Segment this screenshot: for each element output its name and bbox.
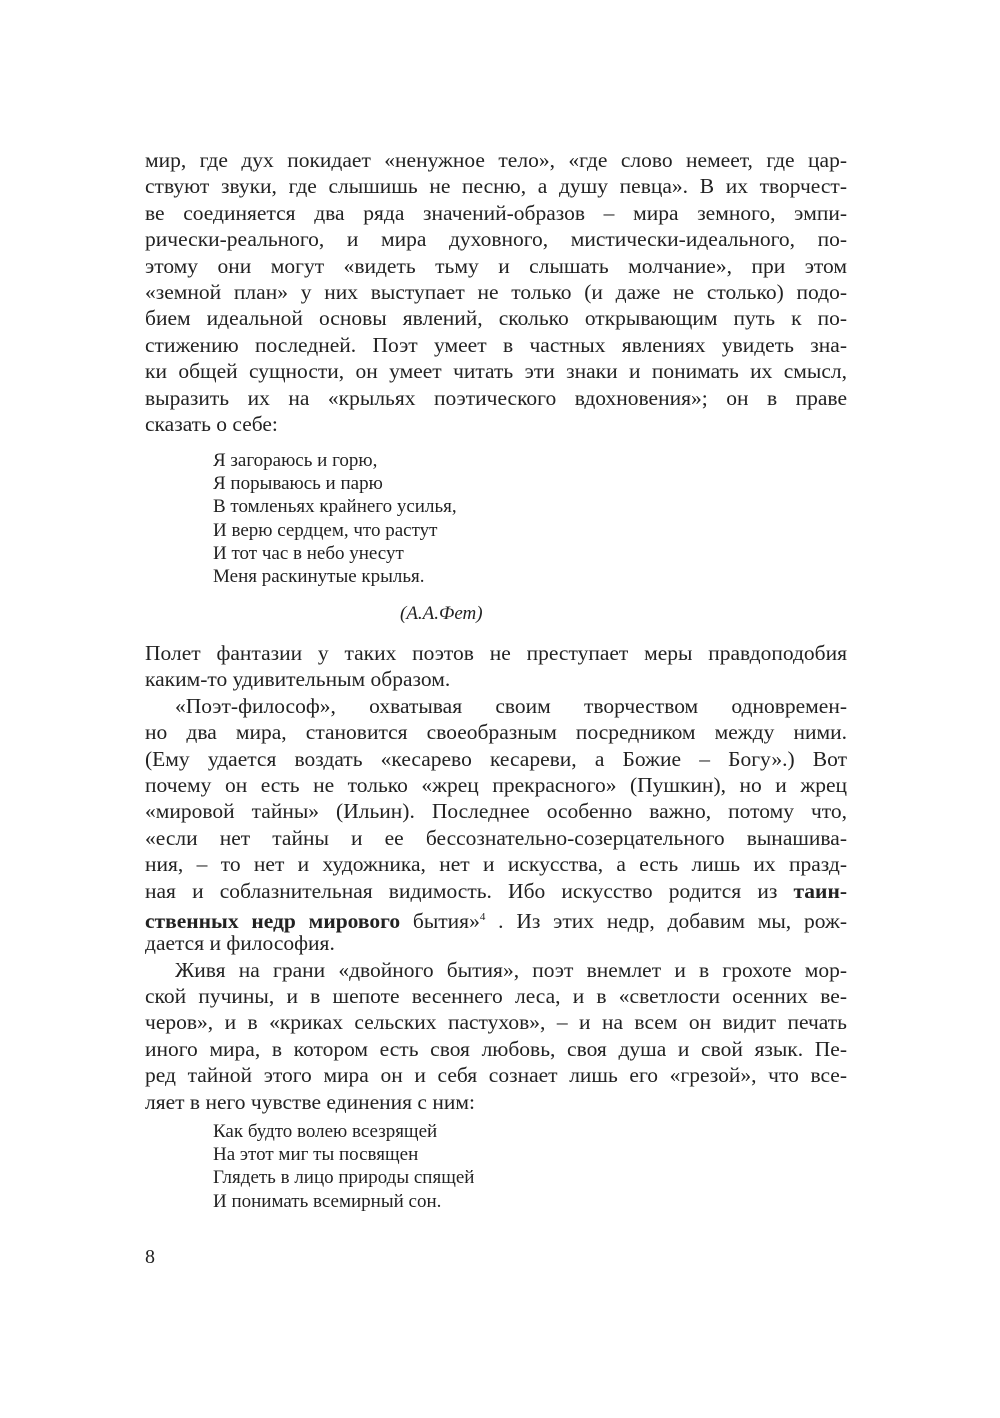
text-line: «мировой тайны» (Ильин). Последнее особенно важно, потому что, bbox=[145, 799, 847, 824]
text-line: Живя на грани «двойного бытия», поэт внемлет и в грохоте мор- bbox=[175, 957, 847, 982]
footnote-ref[interactable]: 4 bbox=[479, 910, 486, 923]
paragraph-2 bbox=[145, 640, 847, 1115]
bold-text: таин- bbox=[793, 878, 847, 903]
text-line: «Поэт-философ», охватывая своим творчеством одновремен- bbox=[175, 693, 847, 718]
poem-line: Как будто волею всезрящей bbox=[213, 1121, 438, 1142]
text-line: «земной план» у них выступает не только (и даже не столько) подо- bbox=[145, 279, 847, 304]
text-line: мир, где дух покидает «ненужное тело», «где слово немеет, где цар- bbox=[145, 148, 847, 172]
text-line: ляет в него чувстве единения с ним: bbox=[145, 1089, 475, 1114]
text-run: . Из этих недр, добавим мы, рож- bbox=[485, 909, 847, 934]
text-line: этому они могут «видеть тьму и слышать молчание», при этом bbox=[145, 253, 847, 278]
poem-line: В томленьях крайнего усилья, bbox=[213, 496, 457, 518]
text-line: рически-реального, и мира духовного, мистически-идеального, по- bbox=[145, 227, 847, 252]
text-line: каким-то удивительным образом. bbox=[145, 667, 451, 692]
poem-line: И верю сердцем, что растут bbox=[213, 519, 438, 541]
text-line: ред тайной этого мира он и себя сознает лишь его «грезой», что все- bbox=[145, 1063, 847, 1088]
text-line: ния, – то нет и художника, нет и искусства, а есть лишь их празд- bbox=[145, 852, 847, 877]
text-line: «если нет тайны и ее бессознательно-созерцательного вынашива- bbox=[145, 825, 847, 850]
poem-line: И понимать всемирный сон. bbox=[213, 1190, 442, 1212]
page-number: 8 bbox=[145, 1246, 155, 1268]
poem-line: И тот час в небо унесут bbox=[213, 542, 404, 564]
text-line: (Ему удается воздать «кесарево кесареви, а Божие – Богу».) Вот bbox=[145, 746, 847, 771]
text-line: Полет фантазии у таких поэтов не преступает меры правдоподобия bbox=[145, 641, 847, 665]
text-run: бытия» bbox=[400, 909, 480, 934]
text-line: иного мира, в котором есть своя любовь, своя душа и свой язык. Пе- bbox=[145, 1036, 847, 1061]
text-line bbox=[145, 878, 847, 904]
poem-line: Я загораюсь и горю, bbox=[213, 450, 378, 471]
text-line: черов», и в «криках сельских пастухов», – и на всем он видит печать bbox=[145, 1010, 847, 1035]
text-line: дается и философия. bbox=[145, 931, 335, 956]
poem-line: Я порываюсь и парю bbox=[213, 473, 383, 495]
poem-2 bbox=[213, 1120, 474, 1213]
text-line: ки общей сущности, он умеет читать эти знаки и понимать их смысл, bbox=[145, 359, 847, 384]
text-line: стижению последней. Поэт умеет в частных явлениях увидеть зна- bbox=[145, 332, 847, 357]
text-line: бием идеальной основы явлений, сколько открывающим путь к по- bbox=[145, 306, 847, 331]
text-line: выразить их на «крыльях поэтического вдохновения»; он в праве bbox=[145, 385, 847, 410]
text-line: ствуют звуки, где слышишь не песню, а душу певца». В их творчест- bbox=[145, 174, 847, 199]
poem-line: Меня раскинутые крылья. bbox=[213, 565, 425, 587]
text-line: ве соединяется два ряда значений-образов – мира земного, эмпи- bbox=[145, 200, 847, 225]
text-line: но два мира, становится своеобразным посредником между ними. bbox=[145, 720, 847, 745]
poem-fet bbox=[213, 449, 457, 588]
text-line: ской пучины, и в шепоте весеннего леса, и в «светлости осенних ве- bbox=[145, 984, 847, 1009]
text-line: почему он есть не только «жрец прекрасного» (Пушкин), но и жрец bbox=[145, 772, 847, 797]
text-line: сказать о себе: bbox=[145, 411, 278, 436]
paragraph-1 bbox=[145, 147, 847, 437]
text-line bbox=[145, 904, 847, 934]
poem-line: Глядеть в лицо природы спящей bbox=[213, 1167, 475, 1189]
poem-line: На этот миг ты посвящен bbox=[213, 1144, 419, 1166]
poem-attribution: (А.А.Фет) bbox=[400, 603, 483, 624]
bold-text: ственных недр мирового bbox=[145, 909, 401, 934]
text-run: ная и соблазнительная видимость. Ибо искусство родится из bbox=[145, 878, 794, 903]
